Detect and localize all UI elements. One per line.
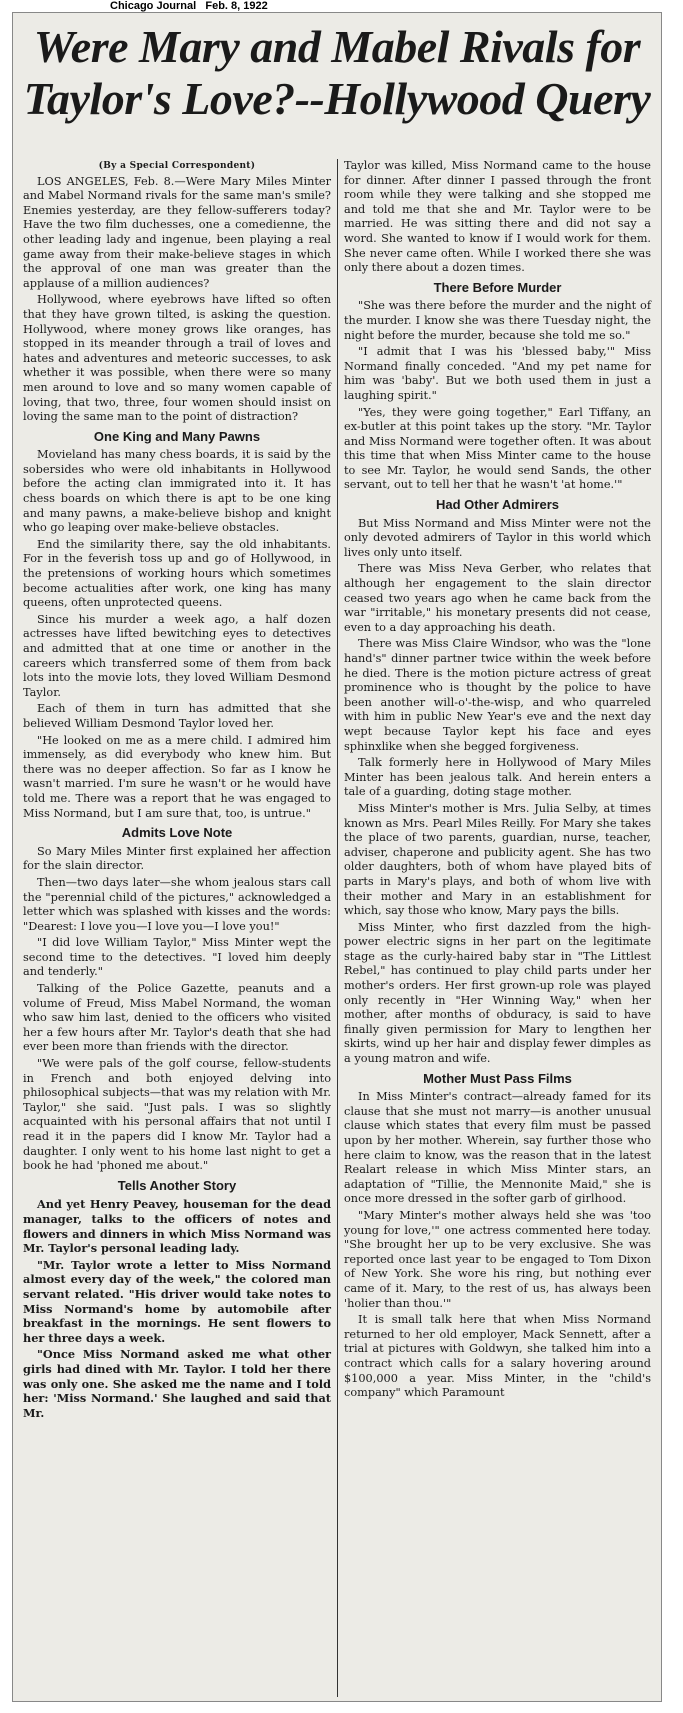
paragraph: "Yes, they were going together," Earl Tiffany, an ex-butler at this point takes up the story. "Mr. Taylor and Miss Normand were together often. It was about this time that when Miss Minter came to the house to see Mr. Taylor, he would send Sands, the other servant, out to tell her that he wasn't 'at home.'" <box>344 405 651 492</box>
paragraph: But Miss Normand and Miss Minter were not the only devoted admirers of Taylor in this world which lives only unto itself. <box>344 516 651 559</box>
paragraph: "Once Miss Normand asked me what other girls had dined with Mr. Taylor. I told her there was only one. She asked me the name and I told her: 'Miss Normand.' She laughed and said that Mr. <box>23 1347 331 1420</box>
paragraph: It is small talk here that when Miss Normand returned to her old employer, Mack Sennett, after a trial at pictures with Goldwyn, she talked him into a contract which calls for a salary hovering around $100,000 a year. Miss Minter, in the "child's company" which Paramount <box>344 1313 651 1400</box>
paragraph: "She was there before the murder and the night of the murder. I know she was there Tuesday night, the night before the murder, because she told me so." <box>344 299 651 342</box>
headline-line-2: Taylor's Love?--Hollywood Query <box>23 73 651 124</box>
paragraph: Then—two days later—she whom jealous stars call the "perennial child of the pictures," acknowledged a letter which was splashed with kisses and the words: "Dearest: I love you—I love you—I love you!" <box>23 875 331 933</box>
paragraph: Talking of the Police Gazette, peanuts and a volume of Freud, Miss Mabel Normand, the woman who saw him last, denied to the officers who visited her a few hours after Mr. Taylor's death that she had ever been more than friends with the director. <box>23 982 331 1054</box>
clipping-date: Feb. 8, 1922 <box>205 0 268 12</box>
right-column <box>337 159 657 1697</box>
headline <box>23 21 651 125</box>
subheading: There Before Murder <box>433 279 562 295</box>
paragraph: Miss Minter's mother is Mrs. Julia Selby, at times known as Mrs. Pearl Miles Reilly. For Mary she takes the place of two parents, guardian, nurse, teacher, adviser, chaperone and publicity agent. She has two older daughters, both of whom have played bits of parts in Mary's plays, and both of whom live with their mother and Mary in an establishment for which, say those who know, Mary pays the bills. <box>344 801 651 918</box>
bold-section <box>23 1197 331 1420</box>
clipping-header <box>110 0 268 12</box>
paragraph: Miss Minter, who first dazzled from the high-power electric signs in her part on the legitimate stage as the curly-haired baby star in "The Littlest Rebel," has continued to play child parts under her mother's orders. Her first grown-up role was played only recently in "Her Winning Way," when her mother, after months of obduracy, is said to have finally given permission for Mary to lengthen her skirts, wind up her hair and display fewer dimples as a young matron and wife. <box>344 920 651 1066</box>
paragraph: And yet Henry Peavey, houseman for the dead manager, talks to the officers of notes and flowers and dinners in which Miss Normand was Mr. Taylor's personal leading lady. <box>23 1197 331 1256</box>
paragraph: There was Miss Neva Gerber, who relates that although her engagement to the slain director ceased two years ago when he came back from the war "irritable," his monetary presents did not cease, even to a day approaching his death. <box>344 562 651 634</box>
byline: (By a Special Correspondent) <box>98 161 256 171</box>
clipping-source: Chicago Journal <box>110 0 197 12</box>
paragraph: In Miss Minter's contract—already famed for its clause that she must not marry—is another unusual clause which states that every film must be passed upon by her mother. Wherein, say further those who here claim to know, was the reason that in the latest Realart release in which Miss Minter stars, an adaptation of "Tillie, the Mennonite Maid," she is once more dressed in the softer garb of girlhood. <box>344 1090 651 1206</box>
paragraph: "I did love William Taylor," Miss Minter wept the second time to the detectives. "I loved him deeply and tenderly." <box>23 936 331 979</box>
subheading: Tells Another Story <box>117 1177 237 1193</box>
article-columns <box>17 159 657 1697</box>
paragraph: "I admit that I was his 'blessed baby,'" Miss Normand finally conceded. "And my pet name for him was 'baby'. But we both used them in just a laughing spirit." <box>344 345 651 402</box>
paragraph: Taylor was killed, Miss Normand came to the house for dinner. After dinner I passed through the front room while they were talking and she stopped me and told me that she and Mr. Taylor were to be married. He was sitting there and did not say a word. She wanted to know if I would work for them. She never came often. While I worked there she was only there about a dozen times. <box>344 159 651 275</box>
paragraph: Movieland has many chess boards, it is said by the sobersides who were old inhabitants in Hollywood before the acting clan immigrated into it. It has chess boards on which there is apt to be one king and many pawns, a make-believe bishop and knight who go leaping over make-believe obstacles. <box>23 448 331 535</box>
subheading: One King and Many Pawns <box>93 428 261 444</box>
subheading: Mother Must Pass Films <box>423 1070 572 1086</box>
paragraph: Talk formerly here in Hollywood of Mary Miles Minter has been jealous talk. And herein enters a tale of a guarding, doting stage mother. <box>344 756 651 799</box>
paragraph: "Mr. Taylor wrote a letter to Miss Normand almost every day of the week," the colored man servant related. "His driver would take notes to Miss Normand's home by automobile after breakfast in the mornings. He sent flowers to her three days a week. <box>23 1257 331 1345</box>
paragraph: "Mary Minter's mother always held she was 'too young for love,'" one actress commented here today. "She brought her up to be very exclusive. She was reported once last year to be engaged to Tom Dixon of New York. She wore his ring, but nothing ever came of it. Mary, to the rest of us, has always been 'holier than thou.'" <box>344 1208 651 1310</box>
subheading: Had Other Admirers <box>435 497 560 513</box>
paragraph: Since his murder a week ago, a half dozen actresses have lifted bewitching eyes to detectives and admitted that at one time or another in the careers which transferred some of them from back lots into the movie lots, they loved William Desmond Taylor. <box>23 612 331 699</box>
paragraph: Each of them in turn has admitted that she believed William Desmond Taylor loved her. <box>23 702 331 730</box>
headline-line-1: Were Mary and Mabel Rivals for <box>33 21 641 72</box>
paragraph: "We were pals of the golf course, fellow-students in French and both enjoyed delving into philosophical subjects—that was my relation with Mr. Taylor," she said. "Just pals. I was so slightly acquainted with his personal affairs that not until I read it in the papers did I know Mr. Taylor had a daughter. I only went to his home last night to get a book he had 'phoned me about." <box>23 1057 331 1173</box>
paragraph: LOS ANGELES, Feb. 8.—Were Mary Miles Minter and Mabel Normand rivals for the same man's smile? Enemies yesterday, are they fellow-sufferers today? Have the two film duchesses, one a comedienne, the other leading lady and ingenue, been playing a real game away from their make-believe stages in which the approval of one man was greater than the applause of a million audiences? <box>23 174 331 290</box>
paragraph: End the similarity there, say the old inhabitants. For in the feverish toss up and go of Hollywood, in the pretensions of working hours which sometimes become actualities after work, one king has many queens, often unprotected queens. <box>23 537 331 610</box>
left-column <box>17 159 337 1697</box>
paragraph: There was Miss Claire Windsor, who was the "lone hand's" dinner partner twice within the week before he died. There is the motion picture actress of great prominence who is thought by the police to have been another will-o'-the-wisp, and who quarreled with him in public New Year's eve and the next day wept because Taylor kept his face and eyes sphinxlike when she begged forgiveness. <box>344 637 651 753</box>
newspaper-clipping <box>12 12 662 1702</box>
paragraph: Hollywood, where eyebrows have lifted so often that they have grown tilted, is asking the question. Hollywood, where money grows like oranges, has stopped in its meander through a trail of loves and hates and adventures and meteoric successes, to ask whether it was possible, when there were so many men around to love and so many women capable of loving, that two, three, four women should insist on loving the same man to the point of distraction? <box>23 293 331 424</box>
paragraph: "He looked on me as a mere child. I admired him immensely, as did everybody who knew him. But there was no deeper affection. So far as I know he wasn't married. I'm sure he wasn't or he would have told me. There was a report that he was engaged to Miss Normand, but I am sure that, too, is untrue." <box>23 733 331 820</box>
subheading: Admits Love Note <box>121 825 233 841</box>
paragraph: So Mary Miles Minter first explained her affection for the slain director. <box>23 844 331 873</box>
